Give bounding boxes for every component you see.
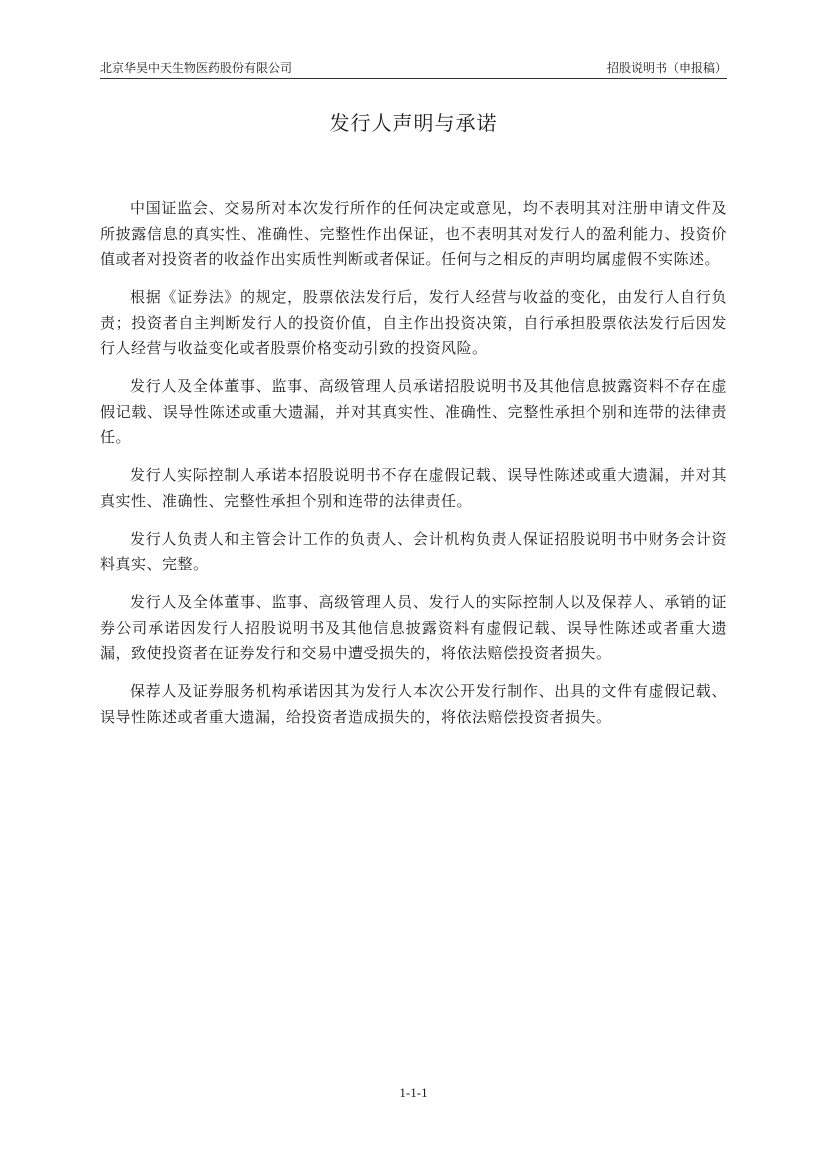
paragraph-sponsor-commitment: 保荐人及证券服务机构承诺因其为发行人本次公开发行制作、出具的文件有虚假记载、误导性陈述或者重大遗漏，给投资者造成损失的，将依法赔偿投资者损失。 [100,682,727,726]
page-number: 1-1-1 [399,1085,428,1100]
declaration-body [100,196,727,743]
page-title: 发行人声明与承诺 [329,111,498,135]
header-company-name: 北京华昊中天生物医药股份有限公司 [100,61,293,75]
paragraph-directors-commitment: 发行人及全体董事、监事、高级管理人员承诺招股说明书及其他信息披露资料不存在虚假记载、误导性陈述或重大遗漏，并对其真实性、准确性、完整性承担个别和连带的法律责任。 [100,377,727,446]
paragraph-regulator-disclaimer: 中国证监会、交易所对本次发行所作的任何决定或意见，均不表明其对注册申请文件及所披露信息的真实性、准确性、完整性作出保证，也不表明其对发行人的盈利能力、投资价值或者对投资者的收益作出实质性判断或者保证。任何与之相反的声明均属虚假不实陈述。 [100,199,727,268]
paragraph-compensation-commitment: 发行人及全体董事、监事、高级管理人员、发行人的实际控制人以及保荐人、承销的证券公司承诺因发行人招股说明书及其他信息披露资料有虚假记载、误导性陈述或者重大遗漏，致使投资者在证券发行和交易中遭受损失的，将依法赔偿投资者损失。 [100,593,727,662]
paragraph-securities-law: 根据《证券法》的规定，股票依法发行后，发行人经营与收益的变化，由发行人自行负责；投资者自主判断发行人的投资价值，自主作出投资决策，自行承担股票依法发行后因发行人经营与收益变化或者股票价格变动引致的投资风险。 [100,288,727,357]
header-document-type: 招股说明书（申报稿） [606,61,727,75]
page-header [100,58,727,79]
paragraph-accounting-guarantee: 发行人负责人和主管会计工作的负责人、会计机构负责人保证招股说明书中财务会计资料真实、完整。 [100,529,727,573]
paragraph-controller-commitment: 发行人实际控制人承诺本招股说明书不存在虚假记载、误导性陈述或重大遗漏，并对其真实性、准确性、完整性承担个别和连带的法律责任。 [100,466,727,510]
